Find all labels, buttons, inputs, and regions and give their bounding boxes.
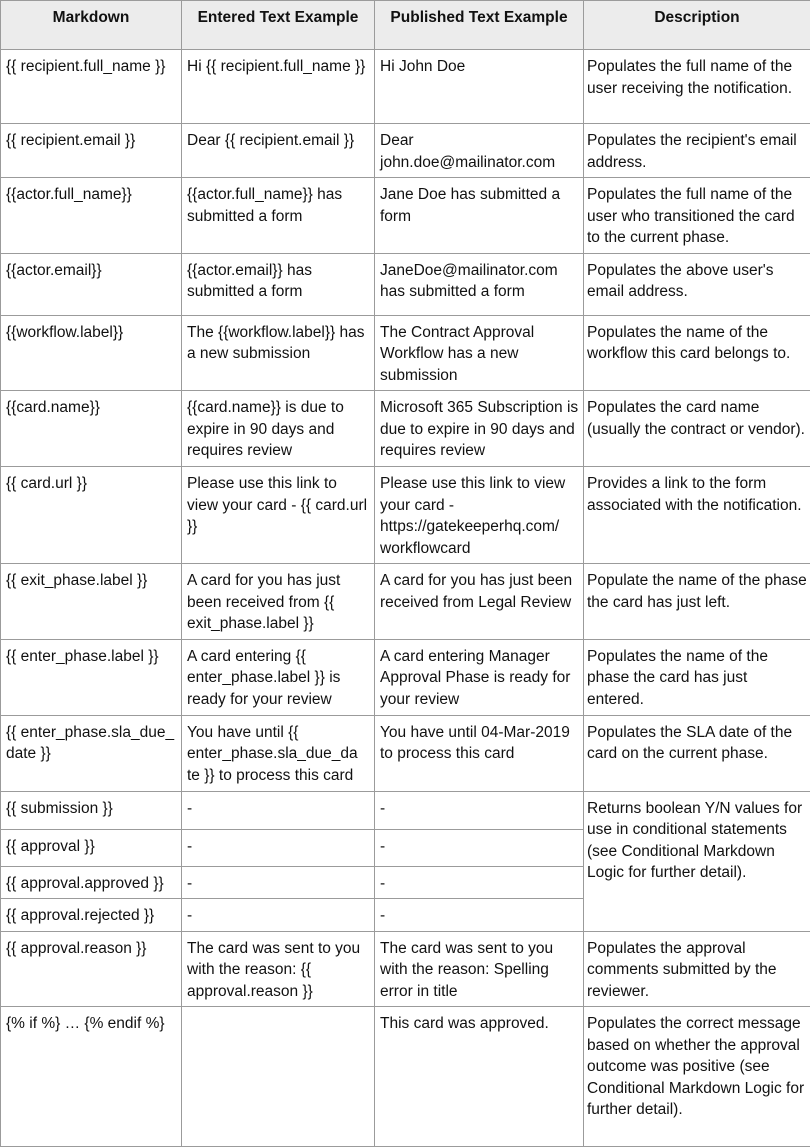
entered-text-cell: -: [182, 866, 375, 899]
description-cell: Returns boolean Y/N values for use in conditional statements (see Conditional Markdown Logic for further detail).: [584, 791, 810, 931]
entered-text-cell: Dear {{ recipient.email }}: [182, 124, 375, 178]
published-text-cell: The Contract Approval Workflow has a new submission: [375, 315, 584, 391]
entered-text-cell: Hi {{ recipient.full_name }}: [182, 50, 375, 124]
markdown-cell: {{card.name}}: [1, 391, 182, 467]
entered-text-cell: A card for you has just been received from {{ exit_phase.label }}: [182, 564, 375, 640]
published-text-cell: -: [375, 791, 584, 829]
description-cell: Populates the full name of the user who transitioned the card to the current phase.: [584, 178, 810, 254]
table-row: [1, 467, 810, 564]
markdown-cell: {{actor.full_name}}: [1, 178, 182, 254]
table-row: [1, 791, 810, 829]
entered-text-cell: -: [182, 899, 375, 932]
markdown-cell: {{actor.email}}: [1, 253, 182, 315]
description-cell: Provides a link to the form associated with the notification.: [584, 467, 810, 564]
entered-text-cell: You have until {{ enter_phase.sla_due_da te }} to process this card: [182, 715, 375, 791]
entered-text-cell: -: [182, 791, 375, 829]
table-row: [1, 124, 810, 178]
description-cell: Populates the correct message based on whether the approval outcome was positive (see Conditional Markdown Logic for further detail).: [584, 1007, 810, 1147]
markdown-cell: {{ card.url }}: [1, 467, 182, 564]
table-row: [1, 50, 810, 124]
markdown-cell: {{ enter_phase.sla_due_ date }}: [1, 715, 182, 791]
description-cell: Populate the name of the phase the card has just left.: [584, 564, 810, 640]
published-text-cell: -: [375, 899, 584, 932]
published-text-cell: This card was approved.: [375, 1007, 584, 1147]
entered-text-cell: {{card.name}} is due to expire in 90 days and requires review: [182, 391, 375, 467]
table-row: [1, 931, 810, 1007]
published-text-cell: -: [375, 829, 584, 866]
markdown-cell: {{ recipient.email }}: [1, 124, 182, 178]
table-row: [1, 391, 810, 467]
description-cell: Populates the name of the workflow this card belongs to.: [584, 315, 810, 391]
published-text-cell: A card entering Manager Approval Phase is ready for your review: [375, 639, 584, 715]
table-row: [1, 315, 810, 391]
entered-text-cell: The {{workflow.label}} has a new submission: [182, 315, 375, 391]
published-text-cell: The card was sent to you with the reason: Spelling error in title: [375, 931, 584, 1007]
description-cell: Populates the SLA date of the card on the current phase.: [584, 715, 810, 791]
table-row: [1, 639, 810, 715]
markdown-cell: {{ approval }}: [1, 829, 182, 866]
column-header-entered-text-example: Entered Text Example: [182, 1, 375, 50]
description-cell: Populates the full name of the user receiving the notification.: [584, 50, 810, 124]
published-text-cell: -: [375, 866, 584, 899]
published-text-cell: Hi John Doe: [375, 50, 584, 124]
markdown-cell: {{ recipient.full_name }}: [1, 50, 182, 124]
header-row: [1, 1, 810, 50]
table-row: [1, 1007, 810, 1147]
table-row: [1, 715, 810, 791]
entered-text-cell: A card entering {{ enter_phase.label }} is ready for your review: [182, 639, 375, 715]
description-cell: Populates the recipient's email address.: [584, 124, 810, 178]
entered-text-cell: {{actor.email}} has submitted a form: [182, 253, 375, 315]
entered-text-cell: {{actor.full_name}} has submitted a form: [182, 178, 375, 254]
table-row: [1, 178, 810, 254]
table-row: [1, 564, 810, 640]
column-header-published-text-example: Published Text Example: [375, 1, 584, 50]
published-text-cell: You have until 04-Mar-2019 to process this card: [375, 715, 584, 791]
markdown-cell: {{ approval.approved }}: [1, 866, 182, 899]
markdown-cell: {{ submission }}: [1, 791, 182, 829]
published-text-cell: A card for you has just been received from Legal Review: [375, 564, 584, 640]
markdown-cell: {{ approval.reason }}: [1, 931, 182, 1007]
entered-text-cell: Please use this link to view your card - {{ card.url }}: [182, 467, 375, 564]
published-text-cell: Microsoft 365 Subscription is due to expire in 90 days and requires review: [375, 391, 584, 467]
description-cell: Populates the approval comments submitted by the reviewer.: [584, 931, 810, 1007]
published-text-cell: Jane Doe has submitted a form: [375, 178, 584, 254]
description-cell: Populates the above user's email address.: [584, 253, 810, 315]
published-text-cell: Dear john.doe@mailinator.com: [375, 124, 584, 178]
entered-text-cell: [182, 1007, 375, 1147]
markdown-cell: {{workflow.label}}: [1, 315, 182, 391]
markdown-cell: {{ approval.rejected }}: [1, 899, 182, 932]
column-header-description: Description: [584, 1, 810, 50]
entered-text-cell: The card was sent to you with the reason: {{ approval.reason }}: [182, 931, 375, 1007]
description-cell: Populates the card name (usually the contract or vendor).: [584, 391, 810, 467]
published-text-cell: JaneDoe@mailinator.com has submitted a form: [375, 253, 584, 315]
markdown-cell: {{ exit_phase.label }}: [1, 564, 182, 640]
published-text-cell: Please use this link to view your card - https://gatekeeperhq.com/ workflowcard: [375, 467, 584, 564]
table-row: [1, 253, 810, 315]
column-header-markdown: Markdown: [1, 1, 182, 50]
description-cell: Populates the name of the phase the card has just entered.: [584, 639, 810, 715]
entered-text-cell: -: [182, 829, 375, 866]
markdown-cell: {% if %} … {% endif %}: [1, 1007, 182, 1147]
markdown-cell: {{ enter_phase.label }}: [1, 639, 182, 715]
